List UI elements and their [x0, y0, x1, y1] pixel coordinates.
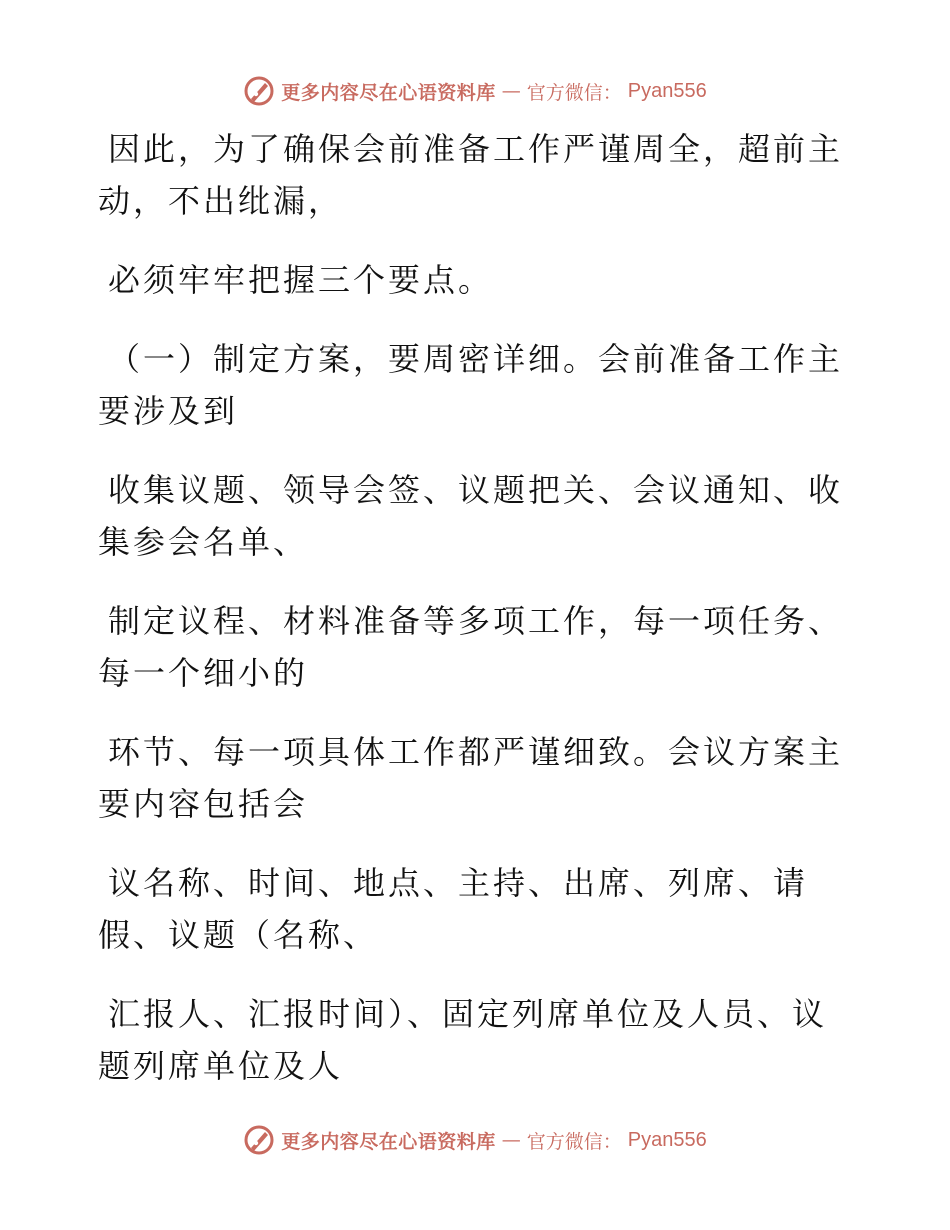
paragraph-2 [98, 254, 838, 306]
paragraph-6 [98, 726, 844, 830]
paragraph-line: 制定议程、材料准备等多项工作，每一项任务、 [108, 602, 844, 640]
paragraph-3 [98, 333, 844, 437]
paragraph-line: 集参会名单、 [98, 523, 309, 561]
paragraph-4 [98, 464, 844, 568]
paragraph-line: 环节、每一项具体工作都严谨细致。会议方案主 [108, 733, 844, 771]
document-body [98, 123, 844, 1119]
watermark-separator: — [501, 80, 521, 102]
paragraph-line: 必须牢牢把握三个要点。 [108, 261, 494, 299]
paragraph-7 [98, 857, 838, 961]
watermark-wechat-id: Pyan556 [627, 1128, 707, 1151]
watermark-separator: — [501, 1129, 521, 1151]
watermark-text: 更多内容尽在心语资料库 [281, 81, 496, 104]
watermark-text: 更多内容尽在心语资料库 [281, 1130, 496, 1153]
watermark-wechat-label: 官方微信： [526, 81, 622, 104]
footer-watermark [0, 1120, 950, 1160]
watermark-wechat-id: Pyan556 [627, 79, 707, 102]
paragraph-line: 每一个细小的 [98, 654, 309, 692]
paragraph-line: 要内容包括会 [98, 785, 309, 823]
pen-logo-icon [243, 1124, 275, 1156]
paragraph-line: 动，不出纰漏， [98, 182, 344, 220]
watermark-wechat-label: 官方微信： [526, 1130, 622, 1153]
paragraph-line: （一）制定方案，要周密详细。会前准备工作主 [108, 340, 844, 378]
pen-logo-icon [243, 75, 275, 107]
paragraph-line: 假、议题（名称、 [98, 916, 379, 954]
header-watermark [0, 71, 950, 111]
paragraph-line: 汇报人、汇报时间）、固定列席单位及人员、议 [108, 995, 828, 1033]
paragraph-line: 收集议题、领导会签、议题把关、会议通知、收 [108, 471, 844, 509]
paragraph-line: 要涉及到 [98, 392, 239, 430]
paragraph-8 [98, 988, 838, 1092]
paragraph-5 [98, 595, 844, 699]
paragraph-line: 议名称、时间、地点、主持、出席、列席、请 [108, 864, 809, 902]
paragraph-line: 题列席单位及人 [98, 1047, 344, 1085]
paragraph-line: 因此，为了确保会前准备工作严谨周全，超前主 [108, 130, 844, 168]
paragraph-1 [98, 123, 844, 227]
